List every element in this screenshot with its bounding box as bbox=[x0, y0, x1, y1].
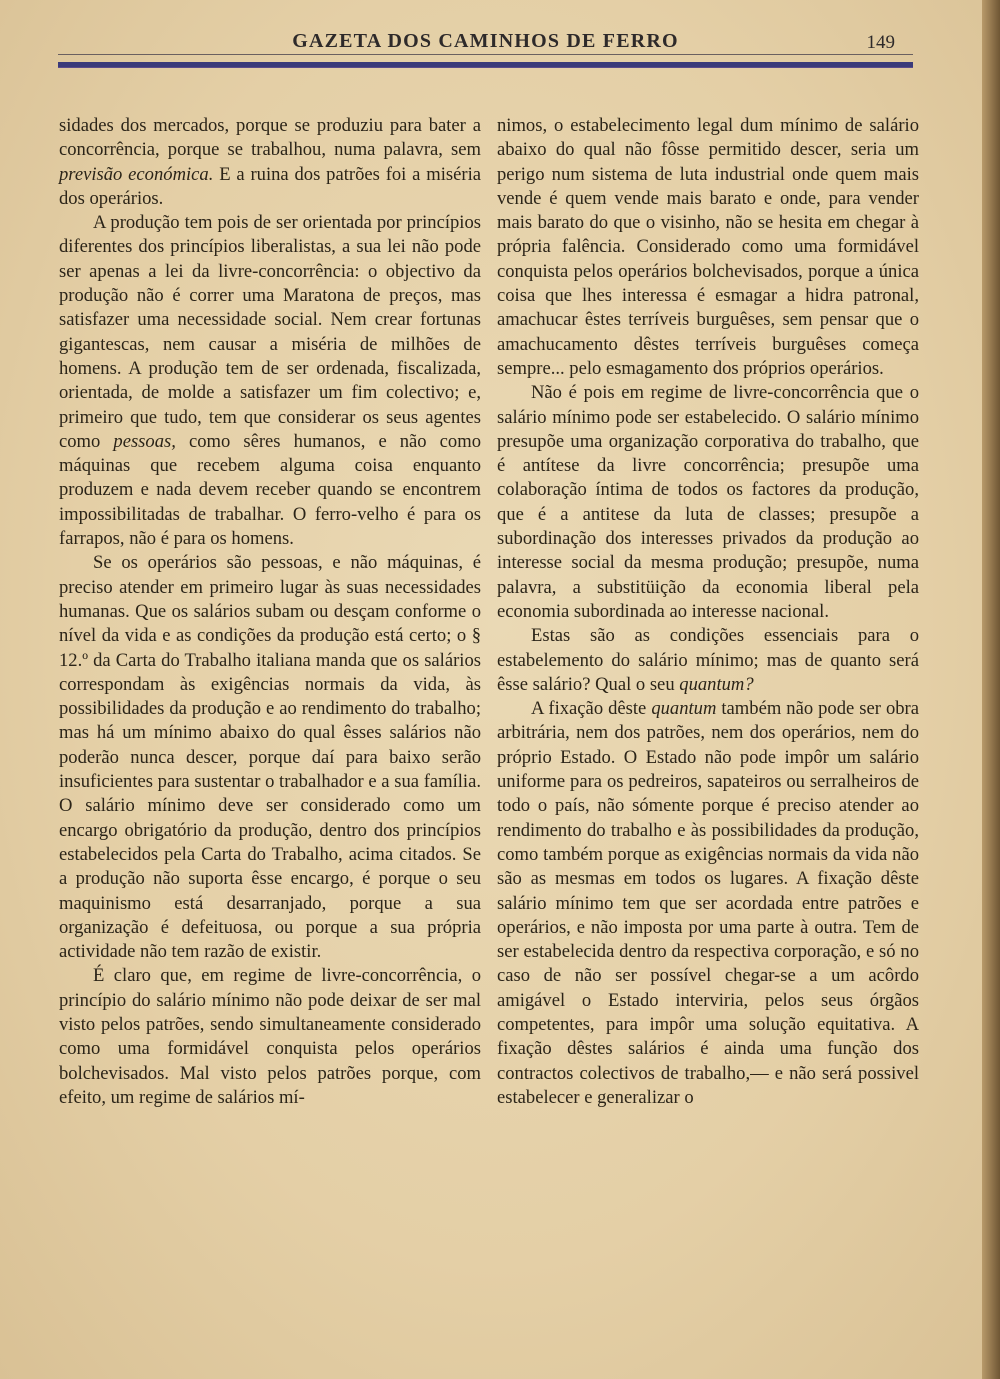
paragraph: Estas são as condições essenciais para o estabelemento do salário mínimo; mas de quanto será êsse salário? Qual o seu quantum? bbox=[497, 625, 919, 695]
header-rule bbox=[58, 62, 913, 68]
header-thin-rule bbox=[58, 54, 913, 55]
paragraph: Se os operários são pessoas, e não máquinas, é preciso atender em primeiro lugar às suas necessidades humanas. Que os salários subam ou desçam conforme o nível da vida e as condições da produção está certo; o § 12.º da Carta do Trabalho italiana manda que os salários correspondam às exigências normais da vida, às possibilidades da produção e ao rendimento do trabalho; mas há um mínimo abaixo do qual êsses salários não poderão nunca descer, porque daí para baixo serão insuficientes para sustentar o trabalhador e a sua família. O salário mínimo deve ser considerado como um encargo obrigatório da produção, dentro dos princípios estabelecidos pela Carta do Trabalho, acima citados. Se a produção não suporta êsse encargo, é porque o seu maquinismo está desarranjado, porque a sua organização é defeituosa, ou porque a sua própria actividade não tem razão de existir. bbox=[59, 552, 481, 963]
page-header bbox=[58, 28, 913, 62]
paragraph: nimos, o estabelecimento legal dum mínimo de salário abaixo do qual não fôsse permitido descer, seria um perigo num sistema de luta industrial onde quem mais vende é quem vende mais barato e onde, para vender mais barato do que o visinho, não se hesita em chegar à própria falência. Considerado como uma formidável conquista pelos operários bolchevisados, porque a única coisa que lhes interessa é esmagar a hidra patronal, amachucar êstes terríveis burguêses, sem pensar que o amachucamento dêstes terríveis burguêses começa sempre... pelo esmagamento dos próprios operários. bbox=[497, 115, 919, 379]
page-number: 149 bbox=[866, 32, 895, 53]
left-column bbox=[59, 114, 481, 1110]
book-spine bbox=[982, 0, 1000, 1379]
paragraph: A produção tem pois de ser orientada por princípios diferentes dos princípios liberalistas, a sua lei não pode ser apenas a lei da livre-concorrência: o objectivo da produção não é correr uma Maratona de preços, mas satisfazer uma necessidade social. Nem crear fortunas gigantescas, nem causar a miséria de milhões de homens. A produção tem de ser ordenada, fiscalizada, orientada, de molde a satisfazer um fim colectivo; e, primeiro que tudo, tem que considerar os seus agentes como pessoas, como sêres humanos, e não como máquinas que recebem alguma coisa enquanto produzem e nada devem receber quando se encontrem impossibilitadas de trabalhar. O ferro-velho é para os farrapos, não é para os homens. bbox=[59, 212, 481, 550]
running-title: GAZETA DOS CAMINHOS DE FERRO bbox=[292, 30, 679, 52]
paragraph: A fixação dêste quantum também não pode ser obra arbitrária, nem dos patrões, nem dos operários, nem do próprio Estado. O Estado não pode impôr um salário uniforme para os pedreiros, sapateiros ou serralheiros de todo o país, não sómente porque é preciso atender ao rendimento do trabalho e às possibilidades da produção, como também porque as exigências normais da vida não são as mesmas em todos os lugares. A fixação dêste salário mínimo tem que ser acordada entre patrões e operários, e não imposta por uma parte à outra. Tem de ser estabelecida dentro da respectiva corporação, e só no caso de não ser possível chegar-se a um acôrdo amigável o Estado interviria, pelos seus órgãos competentes, para impôr uma solução equitativa. A fixação dêstes salários é ainda uma função dos contractos colectivos de trabalho,— e não será possivel estabelecer e generalizar o bbox=[497, 698, 919, 1108]
paragraph: É claro que, em regime de livre-concorrência, o princípio do salário mínimo não pode deixar de ser mal visto pelos patrões, sendo simultaneamente considerado como uma formidável conquista pelos operários bolchevisados. Mal visto pelos patrões porque, com efeito, um regime de salários mí- bbox=[59, 965, 481, 1108]
paragraph: sidades dos mercados, porque se produziu para bater a concorrência, porque se trabalhou, numa palavra, sem previsão económica. E a ruina dos patrões foi a miséria dos operários. bbox=[59, 115, 481, 209]
paragraph: Não é pois em regime de livre-concorrência que o salário mínimo pode ser estabelecido. O salário mínimo presupõe uma organização corporativa do trabalho, que é antítese da livre concorrência; presupõe uma colaboração íntima de todos os factores da produção, que é a antitese da luta de classes; presupõe a subordinação dos interesses privados da produção ao interesse social da mesma produção; presupõe, numa palavra, a substitüição da economia liberal pela economia subordinada ao interesse nacional. bbox=[497, 382, 919, 622]
right-column bbox=[497, 114, 919, 1110]
